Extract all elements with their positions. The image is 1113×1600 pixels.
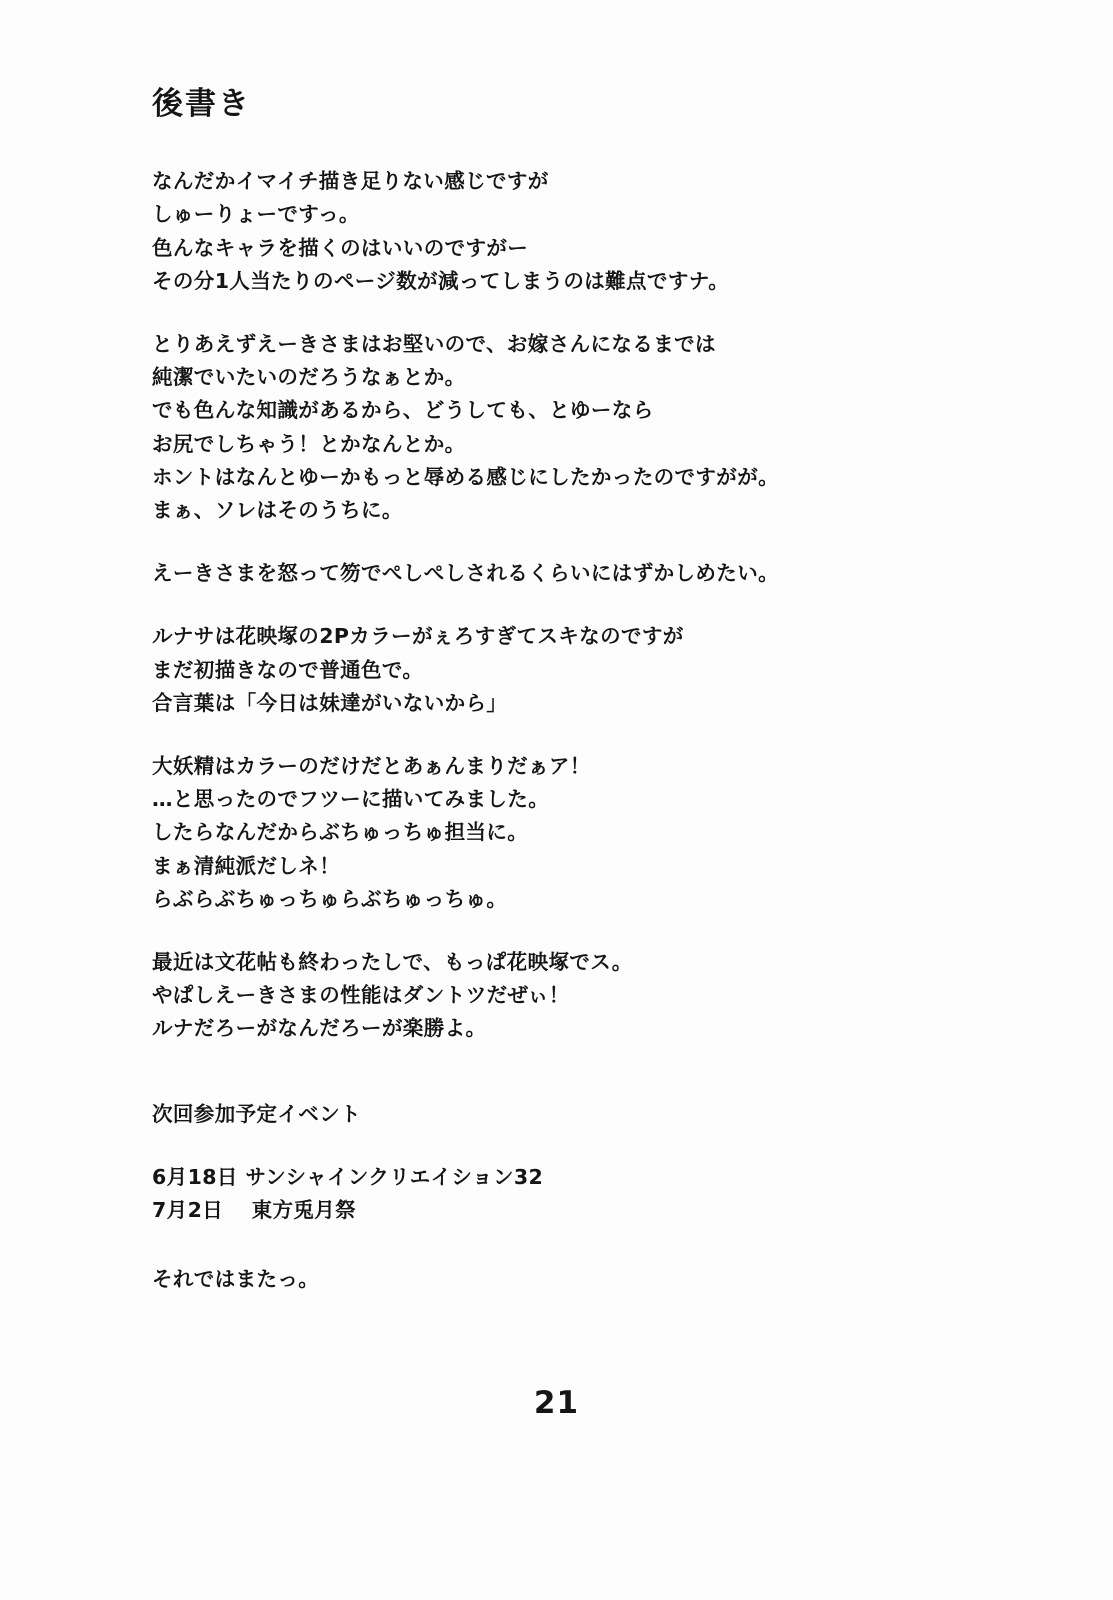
paragraph-3 (152, 557, 952, 590)
text-line: とりあえずえーきさまはお堅いので、お嫁さんになるまでは (152, 332, 716, 356)
text-line: その分1人当たりのページ数が減ってしまうのは難点ですナ。 (152, 268, 730, 293)
text-line: 大妖精はカラーのだけだとあぁんまりだぁア！ (152, 754, 591, 779)
event-item: 7月2日 東方兎月祭 (152, 1198, 357, 1223)
text-line: まだ初描きなので普通色で。 (152, 657, 424, 682)
text-line: 合言葉は「今日は妹達がいないから」 (152, 690, 508, 715)
paragraph-2 (152, 328, 952, 527)
afterword-content (152, 86, 952, 1296)
text-line: えーきさまを怒って笏でぺしぺしされるくらいにはずかしめたい。 (152, 561, 779, 586)
text-line: 色んなキャラを描くのはいいのですがー (152, 235, 529, 260)
text-line: でも色んな知識があるから、どうしても、とゆーなら (152, 398, 654, 423)
text-line: …と思ったのでフツーに描いてみました。 (152, 787, 550, 812)
text-line: ルナだろーがなんだろーが楽勝よ。 (152, 1016, 487, 1041)
paragraph-1 (152, 165, 952, 298)
text-line: 純潔でいたいのだろうなぁとか。 (152, 365, 466, 390)
text-line: まぁ、ソレはそのうちに。 (152, 498, 403, 523)
event-heading: 次回参加予定イベント (152, 1101, 361, 1126)
text-line: しゅーりょーですっ。 (152, 202, 360, 227)
text-line: 最近は文花帖も終わったしで、もっぱ花映塚でス。 (152, 950, 633, 975)
text-line: なんだかイマイチ描き足りない感じですが (152, 169, 549, 194)
text-line: らぶらぶちゅっちゅらぶちゅっちゅ。 (152, 886, 508, 911)
paragraph-4 (152, 620, 952, 720)
text-line: したらなんだからぶちゅっちゅ担当に。 (152, 820, 529, 845)
text-line: お尻でしちゃう！とかなんとか。 (152, 431, 466, 456)
page-title: 後書き (152, 86, 251, 122)
paragraph-5 (152, 750, 952, 916)
text-line: ルナサは花映塚の2Pカラーがぇろすぎてスキなのですが (152, 624, 684, 649)
closing-text (152, 1263, 952, 1296)
page-number: 21 (533, 1385, 580, 1421)
paragraph-6 (152, 946, 952, 1046)
text-line: それではまたっ。 (152, 1267, 320, 1292)
event-item: 6月18日 サンシャインクリエイション32 (152, 1164, 544, 1189)
event-list (152, 1161, 952, 1227)
text-line: やぱしえーきさまの性能はダントツだぜぃ！ (152, 983, 570, 1008)
text-line: ホントはなんとゆーかもっと辱める感じにしたかったのですがが。 (152, 464, 779, 489)
text-line: まぁ清純派だしネ！ (152, 853, 341, 878)
